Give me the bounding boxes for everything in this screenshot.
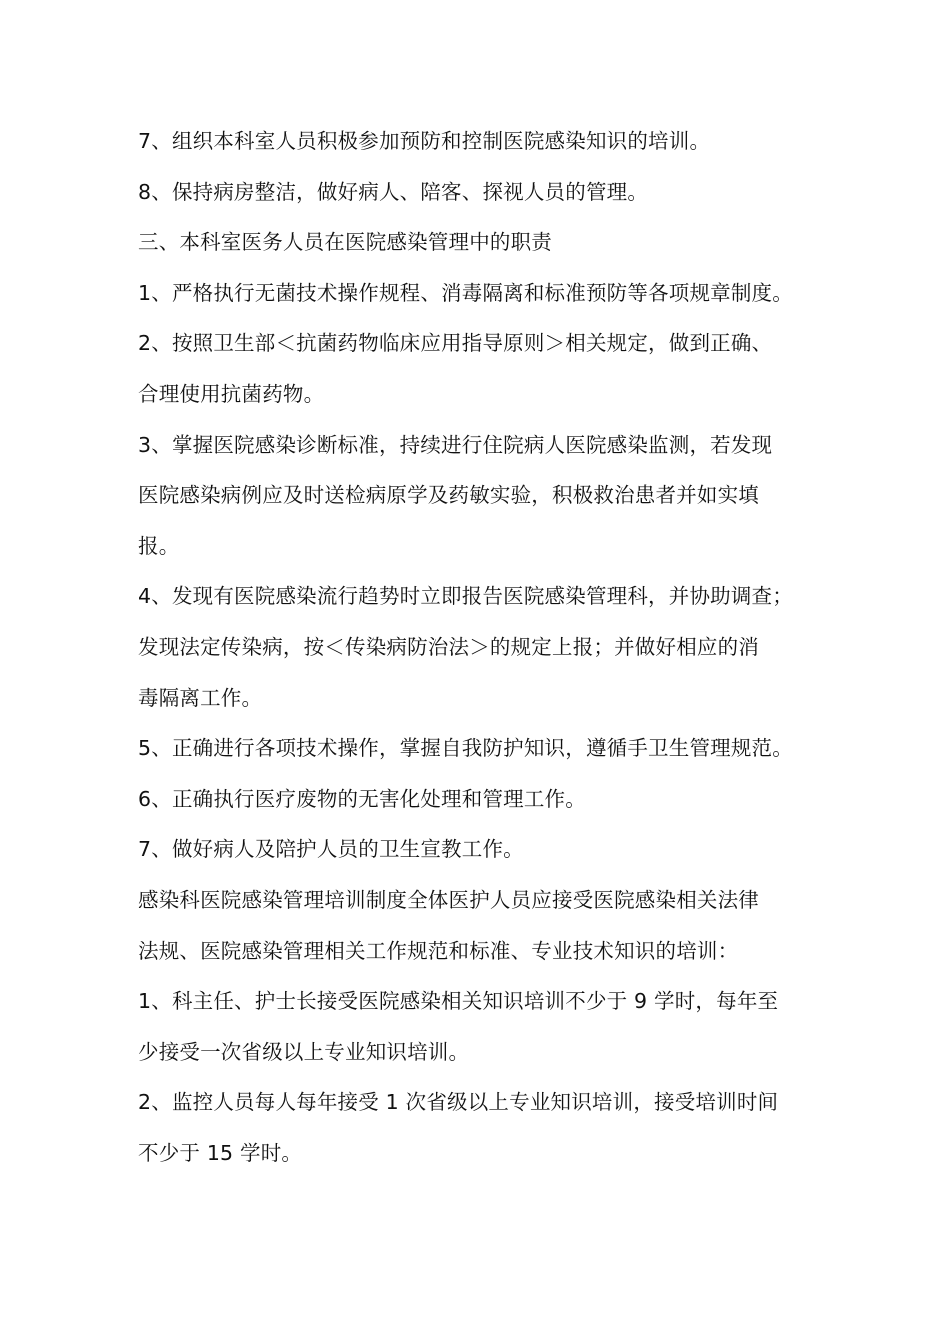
paragraph-line: 合理使用抗菌药物。 (138, 381, 325, 406)
paragraph-line: 3、掌握医院感染诊断标准，持续进行住院病人医院感染监测，若发现 (138, 432, 773, 457)
paragraph-line: 报。 (138, 533, 180, 558)
paragraph-line: 法规、医院感染管理相关工作规范和标准、专业技术知识的培训： (138, 938, 739, 963)
paragraph-line: 7、组织本科室人员积极参加预防和控制医院感染知识的培训。 (138, 129, 711, 153)
paragraph-line: 发现法定传染病，按＜传染病防治法＞的规定上报；并做好相应的消 (138, 634, 759, 659)
section-heading: 三、本科室医务人员在医院感染管理中的职责 (138, 230, 552, 255)
paragraph-line: 医院感染病例应及时送检病原学及药敏实验，积极救治患者并如实填 (138, 483, 759, 508)
paragraph-line: 不少于 15 学时。 (138, 1140, 303, 1165)
paragraph-line: 少接受一次省级以上专业知识培训。 (138, 1039, 470, 1064)
paragraph-line: 毒隔离工作。 (138, 685, 263, 710)
paragraph-line: 2、按照卫生部＜抗菌药物临床应用指导原则＞相关规定，做到正确、 (138, 331, 773, 356)
paragraph-line: 1、科主任、护士长接受医院感染相关知识培训不少于 9 学时，每年至 (138, 989, 779, 1014)
paragraph-line: 4、发现有医院感染流行趋势时立即报告医院感染管理科，并协助调查； (138, 584, 793, 609)
paragraph-line: 8、保持病房整洁，做好病人、陪客、探视人员的管理。 (138, 179, 649, 204)
paragraph-line: 感染科医院感染管理培训制度全体医护人员应接受医院感染相关法律 (138, 887, 759, 912)
paragraph-line: 1、严格执行无菌技术操作规程、消毒隔离和标准预防等各项规章制度。 (138, 280, 793, 305)
paragraph-line: 5、正确进行各项技术操作，掌握自我防护知识，遵循手卫生管理规范。 (138, 736, 793, 761)
paragraph-line: 7、做好病人及陪护人员的卫生宣教工作。 (138, 837, 524, 862)
paragraph-line: 6、正确执行医疗废物的无害化处理和管理工作。 (138, 786, 586, 811)
document-body (138, 116, 838, 1178)
paragraph-line: 2、监控人员每人每年接受 1 次省级以上专业知识培训，接受培训时间 (138, 1090, 779, 1115)
